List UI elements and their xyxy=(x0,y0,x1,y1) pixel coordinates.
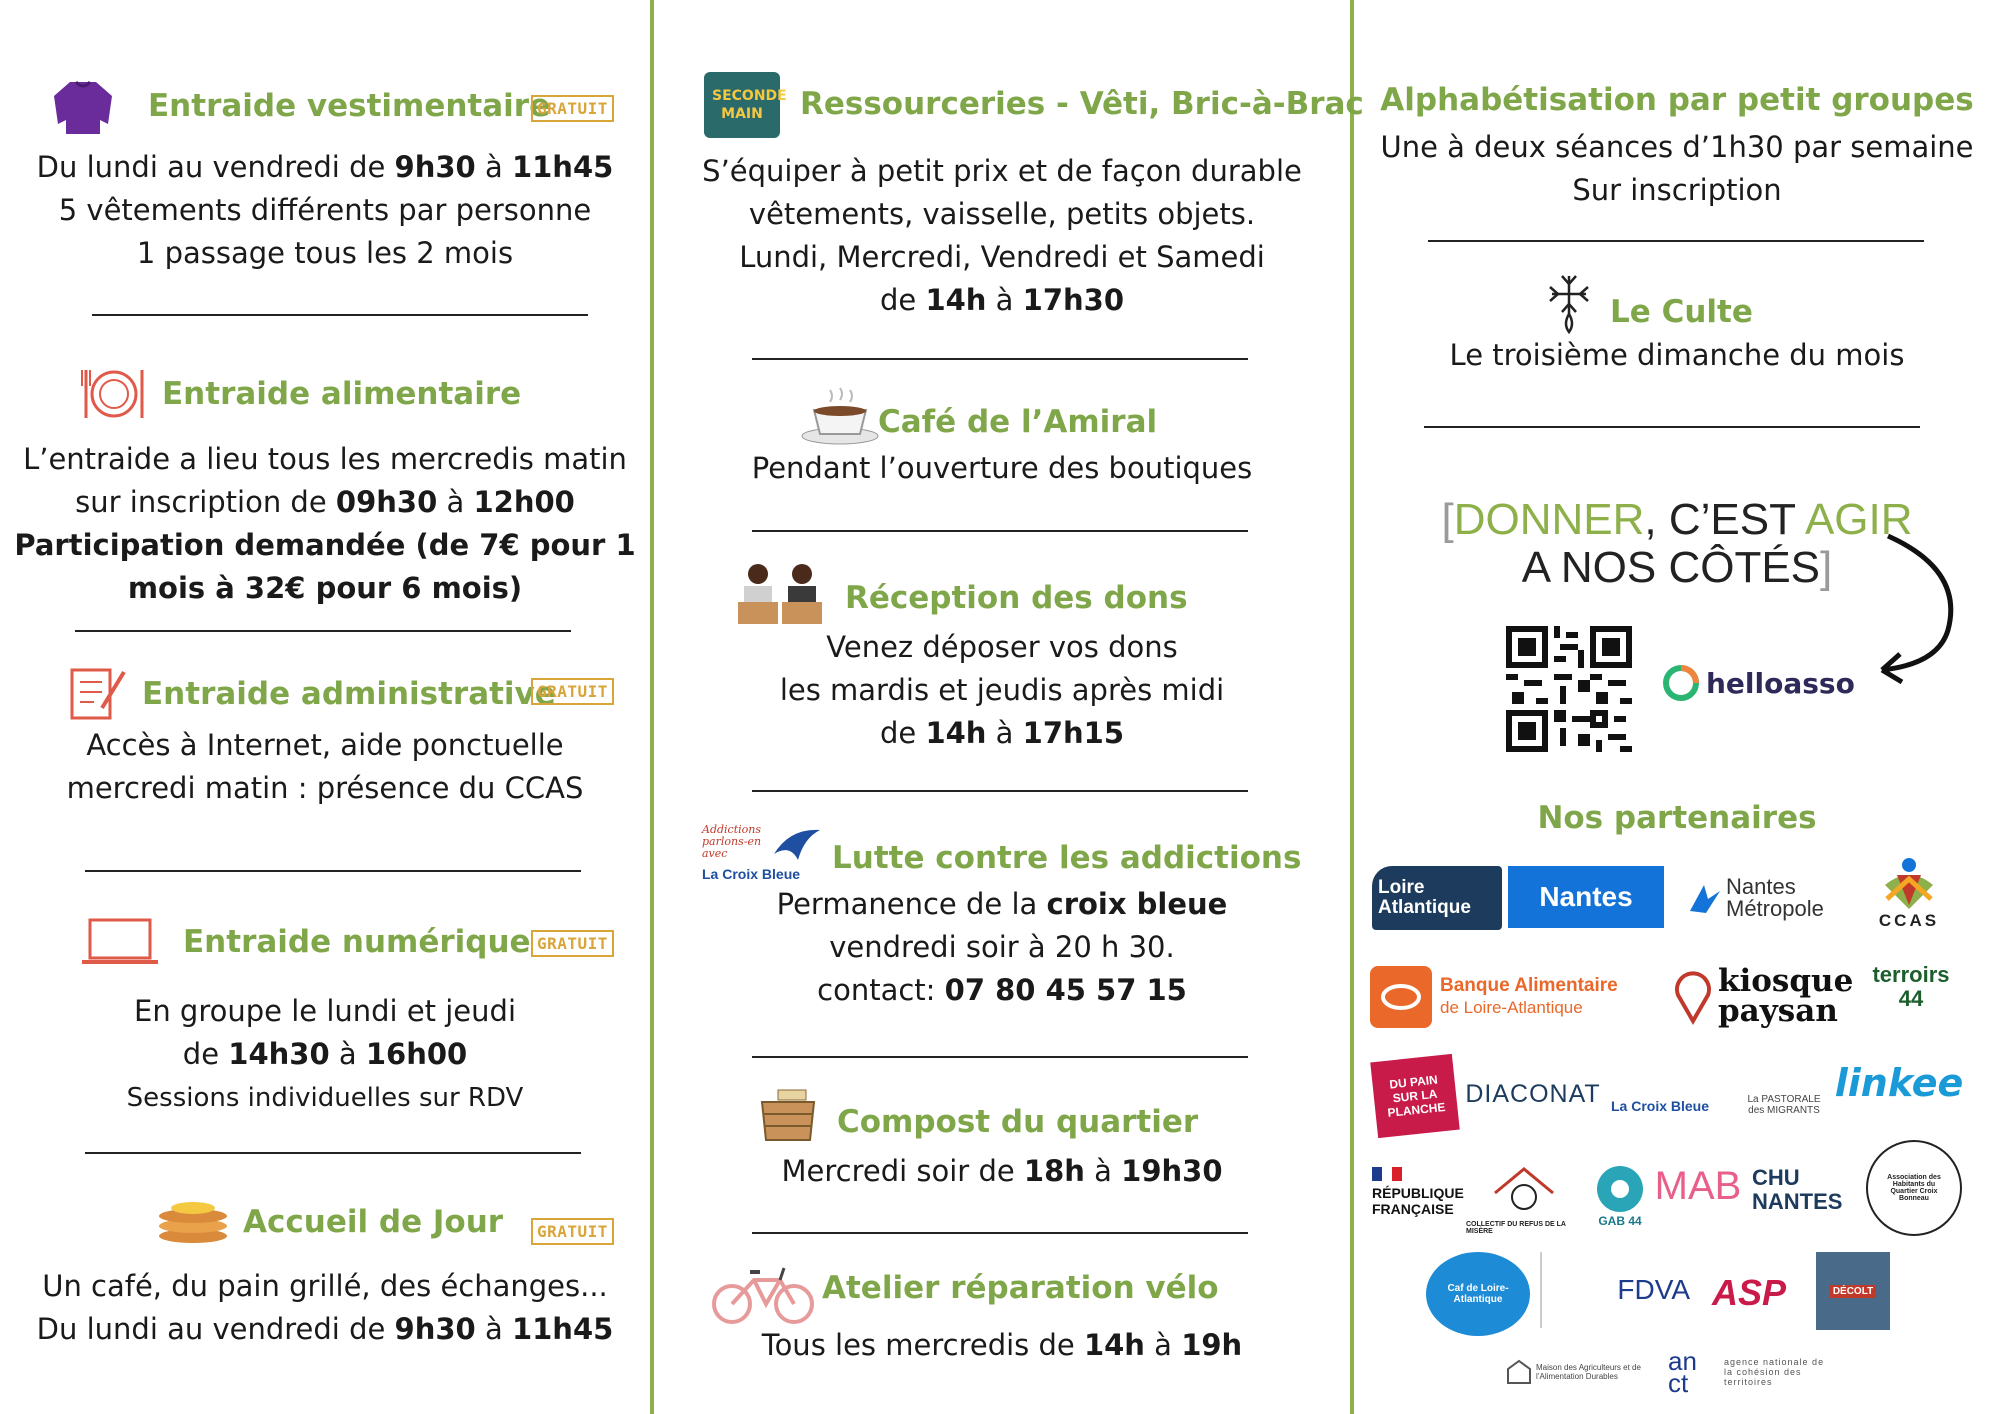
ressourceries-line-2: vêtements, vaisselle, petits objets. xyxy=(748,197,1256,231)
ressourceries-line-4: de 14h à 17h30 xyxy=(879,283,1125,317)
addictions-line-3: contact: 07 80 45 57 15 xyxy=(817,973,1187,1007)
partner-anct: an ct agence nationale de la cohésion des territoires xyxy=(1668,1346,1825,1398)
laptop-icon xyxy=(80,916,160,968)
cafe-line-1: Pendant l’ouverture des boutiques xyxy=(751,451,1253,485)
alphabetisation-line-1: Une à deux séances d’1h30 par semaine xyxy=(1380,130,1974,164)
partner-fdva: FDVA xyxy=(1540,1252,1690,1328)
section-title-administrative: Entraide administrative xyxy=(142,676,556,712)
numerique-line-3: Sessions individuelles sur RDV xyxy=(126,1083,524,1113)
sweater-icon xyxy=(50,78,116,136)
divider xyxy=(75,630,571,632)
section-title-ressourceries: Ressourceries - Vêti, Bric-à-Brac xyxy=(800,86,1364,122)
gratuit-badge: GRATUIT xyxy=(531,1218,614,1245)
partner-collectif-refus-misere: COLLECTIF DU REFUS DE LA MISÈRE xyxy=(1466,1160,1582,1240)
coffee-cup-icon xyxy=(800,384,880,448)
column-divider-right xyxy=(1350,0,1354,1414)
partner-chu-nantes: CHU NANTES xyxy=(1752,1165,1843,1214)
gratuit-badge: GRATUIT xyxy=(531,95,614,122)
pancakes-icon xyxy=(156,1196,230,1244)
section-title-vestimentaire: Entraide vestimentaire xyxy=(148,88,551,124)
numerique-line-1: En groupe le lundi et jeudi xyxy=(134,994,516,1028)
alimentaire-line-4: mois à 32€ pour 6 mois) xyxy=(127,571,523,605)
partner-asp: ASP xyxy=(1711,1272,1787,1313)
partner-mab: MAB xyxy=(1654,1163,1742,1208)
section-title-culte: Le Culte xyxy=(1610,294,1753,330)
partner-nantes-metropole: Nantes Métropole xyxy=(1682,868,1838,928)
divider xyxy=(752,790,1248,792)
gratuit-badge: GRATUIT xyxy=(531,930,614,957)
section-title-dons: Réception des dons xyxy=(845,580,1188,616)
partner-decolt: DÉCOLT xyxy=(1816,1252,1890,1330)
partner-la-croix-bleue: La Croix Bleue xyxy=(1610,1098,1710,1114)
partner-caf: Caf de Loire-Atlantique xyxy=(1426,1252,1530,1336)
section-title-compost: Compost du quartier xyxy=(837,1104,1199,1140)
alphabetisation-line-2: Sur inscription xyxy=(1572,173,1782,207)
divider xyxy=(752,1056,1248,1058)
partner-diaconat: DIACONAT xyxy=(1465,1079,1601,1108)
section-title-accueil: Accueil de Jour xyxy=(243,1204,504,1240)
curved-arrow-icon xyxy=(1868,530,1968,690)
divider xyxy=(752,358,1248,360)
divider xyxy=(752,530,1248,532)
accueil-line-2: Du lundi au vendredi de 9h30 à 11h45 xyxy=(36,1312,614,1346)
section-title-cafe: Café de l’Amiral xyxy=(878,404,1158,440)
partner-loire-atlantique: Loire Atlantique xyxy=(1372,866,1502,930)
plate-cutlery-icon xyxy=(80,366,144,422)
donation-people-icon xyxy=(730,562,830,628)
addictions-line-2: vendredi soir à 20 h 30. xyxy=(829,930,1175,964)
compost-crate-icon xyxy=(758,1088,818,1144)
alimentaire-line-2: sur inscription de 09h30 à 12h00 xyxy=(75,485,575,519)
vestimentaire-line-3: 1 passage tous les 2 mois xyxy=(136,236,514,270)
qr-code[interactable] xyxy=(1506,626,1632,752)
partner-linkee: linkee xyxy=(1834,1061,1964,1105)
partner-du-pain-sur-la-planche: DU PAIN SUR LA PLANCHE xyxy=(1370,1054,1459,1138)
huguenot-cross-icon xyxy=(1544,270,1594,336)
alimentaire-line-3: Participation demandée (de 7€ pour 1 xyxy=(14,528,636,562)
divider xyxy=(1424,426,1920,428)
partner-banque-alimentaire: Banque Alimentaire de Loire-Atlantique xyxy=(1370,964,1662,1030)
divider xyxy=(92,314,588,316)
section-title-velo: Atelier réparation vélo xyxy=(822,1270,1219,1306)
numerique-line-2: de 14h30 à 16h00 xyxy=(182,1037,468,1071)
section-title-alimentaire: Entraide alimentaire xyxy=(162,376,522,412)
partner-association-croix-bonneau: Association des Habitants du Quartier Croix Bonneau xyxy=(1866,1140,1962,1236)
partners-title: Nos partenaires xyxy=(1537,800,1817,836)
vestimentaire-line-2: 5 vêtements différents par personne xyxy=(58,193,592,227)
velo-line-1: Tous les mercredis de 14h à 19h xyxy=(761,1328,1243,1362)
alimentaire-line-1: L’entraide a lieu tous les mercredis matin xyxy=(23,442,627,476)
compost-line-1: Mercredi soir de 18h à 19h30 xyxy=(781,1154,1223,1188)
divider xyxy=(85,870,581,872)
dons-line-1: Venez déposer vos dons xyxy=(826,630,1178,664)
accueil-line-1: Un café, du pain grillé, des échanges... xyxy=(42,1269,608,1303)
divider xyxy=(752,1232,1248,1234)
partner-nantes: Nantes xyxy=(1508,866,1664,928)
partner-maison-agriculteurs: Maison des Agriculteurs et de l’Alimentation Durables xyxy=(1506,1352,1656,1392)
partner-republique-francaise: RÉPUBLIQUE FRANÇAISE xyxy=(1372,1156,1464,1228)
section-title-numerique: Entraide numérique xyxy=(183,924,531,960)
vestimentaire-line-1: Du lundi au vendredi de 9h30 à 11h45 xyxy=(36,150,614,184)
divider xyxy=(85,1152,581,1154)
helloasso-icon xyxy=(1662,664,1700,702)
document-pen-icon xyxy=(68,664,128,724)
helloasso-logo[interactable]: helloasso xyxy=(1662,664,1855,702)
administrative-line-1: Accès à Internet, aide ponctuelle xyxy=(86,728,564,762)
culte-line-1: Le troisième dimanche du mois xyxy=(1449,338,1905,372)
bicycle-icon xyxy=(710,1260,816,1326)
partner-terroirs-44: terroirs 44 xyxy=(1872,962,1950,1011)
ressourceries-line-1: S’équiper à petit prix et de façon durable xyxy=(702,154,1302,188)
section-title-alphabetisation: Alphabétisation par petit groupes xyxy=(1380,82,1974,118)
seconde-main-logo: SECONDE MAIN xyxy=(704,72,780,138)
croix-bleue-logo: Addictions parlons-en avec La Croix Bleue xyxy=(702,824,824,884)
divider xyxy=(1428,240,1924,242)
partner-kiosque-paysan: kiosque paysan xyxy=(1674,958,1854,1034)
dons-line-2: les mardis et jeudis après midi xyxy=(779,673,1225,707)
partner-gab-44: GAB 44 xyxy=(1590,1160,1650,1232)
slogan: [DONNER, C’EST AGIR A NOS CÔTÉS] xyxy=(1441,495,1913,592)
addictions-line-1: Permanence de la croix bleue xyxy=(776,887,1228,921)
administrative-line-2: mercredi matin : présence du CCAS xyxy=(66,771,584,805)
gratuit-badge: GRATUIT xyxy=(531,678,614,705)
dons-line-3: de 14h à 17h15 xyxy=(879,716,1125,750)
ressourceries-line-3: Lundi, Mercredi, Vendredi et Samedi xyxy=(739,240,1265,274)
partner-ccas: CCAS xyxy=(1860,850,1958,936)
section-title-addictions: Lutte contre les addictions xyxy=(832,840,1302,876)
partner-pastorale-migrants: La PASTORALE des MIGRANTS xyxy=(1747,1094,1821,1116)
